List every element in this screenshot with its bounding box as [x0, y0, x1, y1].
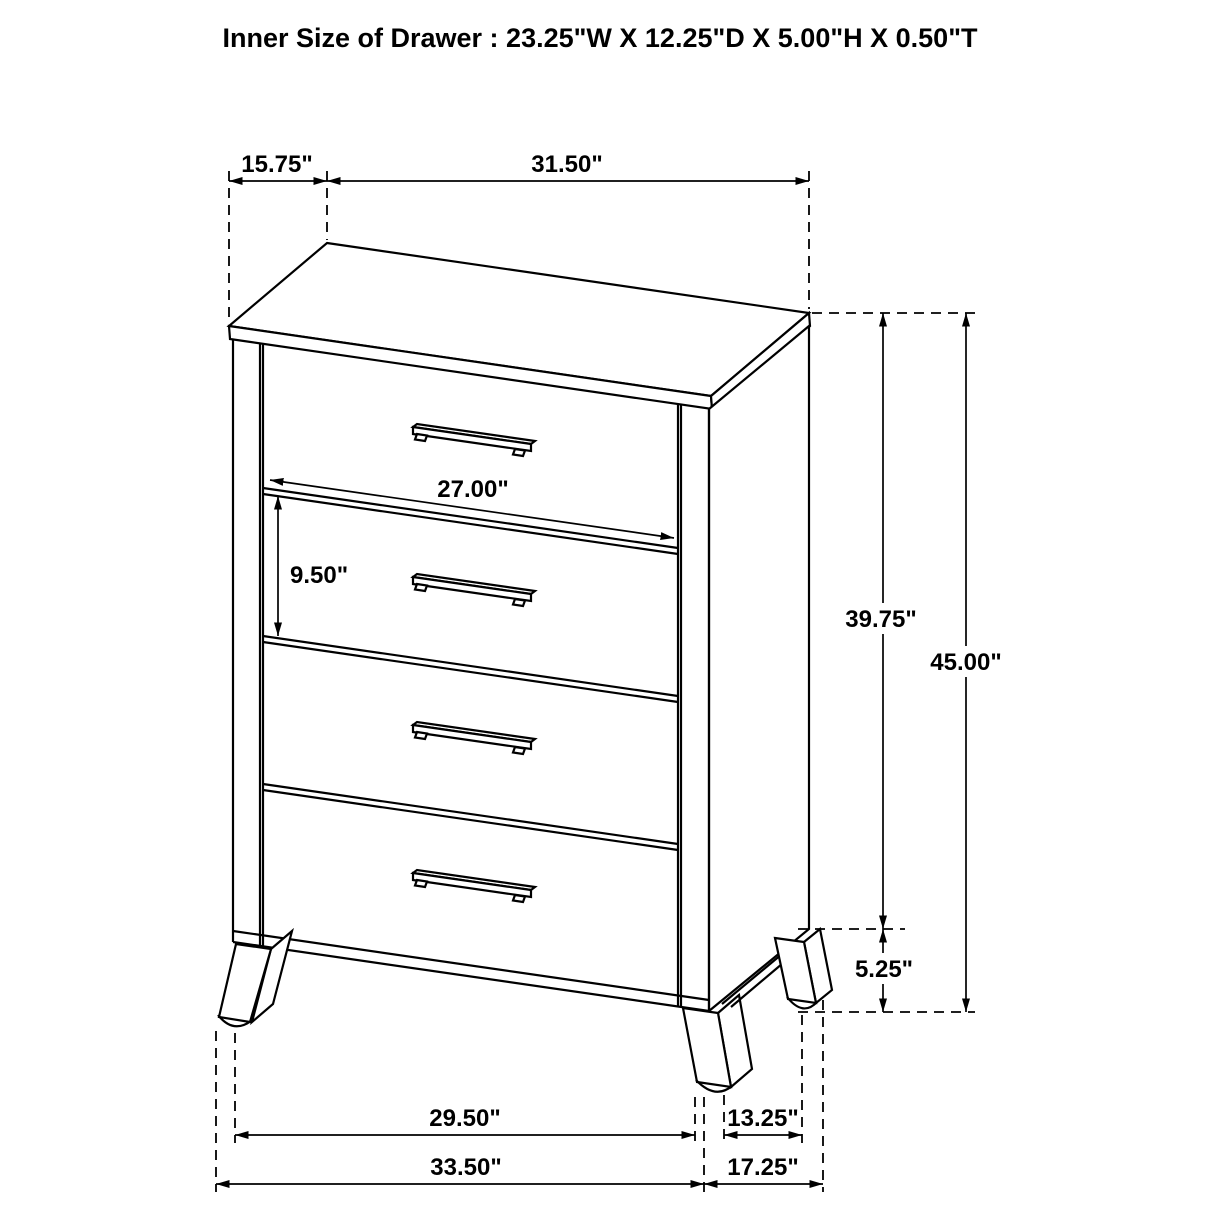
handle-2-right-foot — [513, 599, 525, 606]
divider-2-bottom-line — [263, 642, 678, 702]
divider-3-top-line — [263, 784, 678, 844]
divider-2-top-line — [263, 636, 678, 696]
drawer-handle-2 — [413, 574, 535, 606]
handle-3-left-foot — [415, 732, 427, 739]
chest-front-bottom-edge — [233, 942, 709, 1011]
label-body-height: 39.75" — [845, 606, 917, 633]
label-total-height: 45.00" — [930, 649, 1002, 676]
chest-drawing — [218, 243, 832, 1092]
chest-right-side-panel — [709, 326, 809, 1011]
label-front-leg-span: 29.50" — [429, 1105, 501, 1132]
chest-front-bottom-rail — [233, 931, 709, 1000]
label-overall-side-span: 17.25" — [727, 1154, 799, 1181]
drawer-handle-3 — [413, 722, 535, 754]
handle-4-right-foot — [513, 895, 525, 902]
leg-back-right — [775, 929, 832, 1008]
label-top-depth: 15.75" — [241, 151, 313, 178]
label-leg-height: 5.25" — [854, 956, 914, 983]
handle-3-right-foot — [513, 747, 525, 754]
label-top-width: 31.50" — [531, 151, 603, 178]
divider-3-bottom-line — [263, 790, 678, 850]
drawer-handle-1 — [413, 424, 535, 456]
drawer-handle-4 — [413, 870, 535, 902]
label-drawer-height: 9.50" — [290, 562, 349, 589]
handle-4-left-foot — [415, 880, 427, 887]
label-overall-width: 33.50" — [430, 1154, 502, 1181]
divider-1-bottom-line — [263, 494, 678, 554]
drawer-divider-3 — [263, 784, 678, 850]
handle-1-right-foot — [513, 449, 525, 456]
diagram-title: Inner Size of Drawer : 23.25"W X 12.25"D X 5.00"H X 0.50"T — [222, 23, 978, 53]
drawer-divider-2 — [263, 636, 678, 702]
label-drawer-width: 27.00" — [437, 476, 509, 503]
handle-1-left-foot — [415, 434, 427, 441]
handle-2-left-foot — [415, 584, 427, 591]
label-right-leg-inner-span: 13.25" — [727, 1105, 799, 1132]
